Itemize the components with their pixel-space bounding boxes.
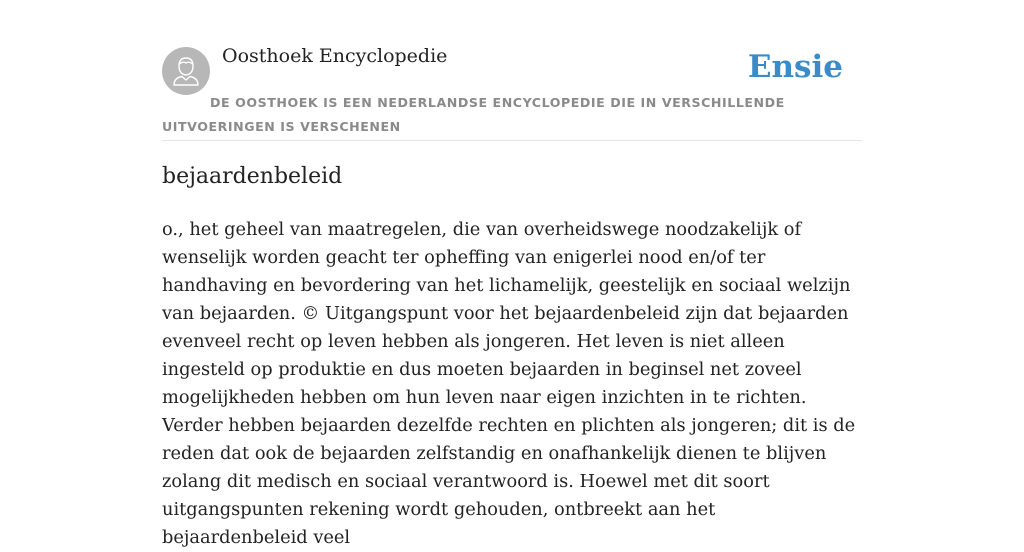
ensie-logo[interactable]: Ensie bbox=[747, 49, 843, 85]
user-silhouette-icon[interactable] bbox=[162, 47, 210, 95]
source-header bbox=[162, 0, 862, 141]
content-container bbox=[162, 0, 862, 548]
source-name[interactable]: Oosthoek Encyclopedie bbox=[222, 45, 448, 67]
entry-body: o., het geheel van maatregelen, die van overheidswege noodzakelijk of wenselijk worden geacht ter opheffing van enigerlei nood en/of ter handhaving en bevordering van het lichamelijk, geestelijk en sociaal welzijn van bejaarden. © Uitgangspunt voor het bejaardenbeleid zijn dat bejaarden evenveel recht op leven hebben als jongeren. Het leven is niet alleen ingesteld op produktie en dus moeten bejaarden in beginsel net zoveel mogelijkheden hebben om hun leven naar eigen inzichten in te richten. Verder hebben bejaarden dezelfde rechten en plichten als jongeren; dit is de reden dat ook de bejaarden zelfstandig en onafhankelijk dienen te blijven zolang dit medisch en sociaal verantwoord is. Hoewel met dit soort uitgangspunten rekening wordt gehouden, ontbreekt aan het bejaardenbeleid veel bbox=[162, 219, 856, 548]
source-description: DE OOSTHOEK IS EEN NEDERLANDSE ENCYCLOPEDIE DIE IN VERSCHILLENDE UITVOERINGEN IS VERSCHENEN bbox=[162, 95, 785, 134]
entry-title: bejaardenbeleid bbox=[162, 164, 343, 189]
